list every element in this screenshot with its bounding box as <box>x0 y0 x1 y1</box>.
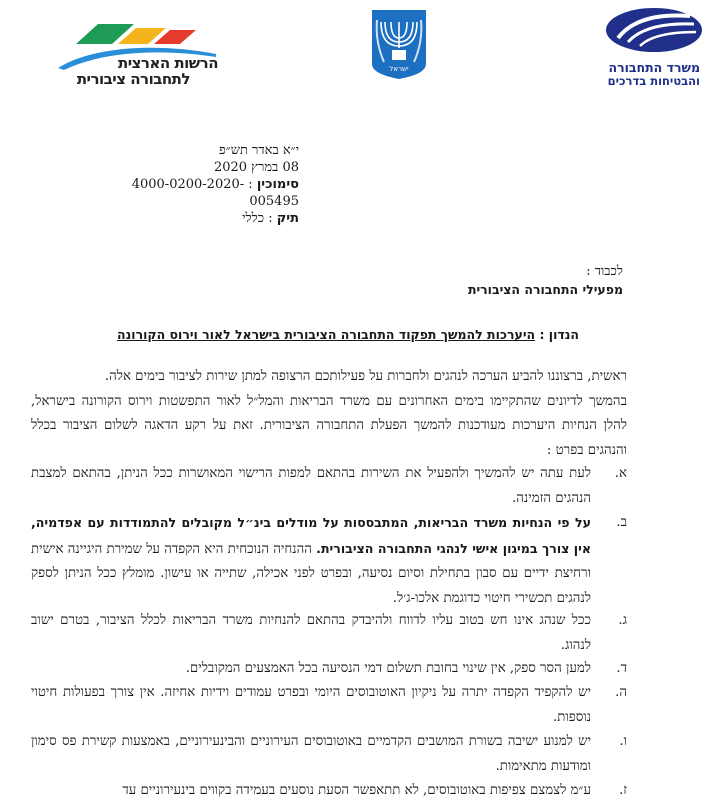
svg-text:ישראל: ישראל <box>389 65 409 73</box>
gregorian-date: 08 במרץ 2020 <box>213 160 299 175</box>
intro-paragraph-1: ראשית, ברצוננו להביע הערכה לנהגים ולחברות על פעילותכם הרצופה למתן שירות לציבור בימים אלה. <box>104 369 627 384</box>
subject-label: הנדון : <box>539 327 579 342</box>
item-letter: ג. <box>618 613 627 628</box>
ministry-logo-icon <box>598 4 706 58</box>
item-letter: ז. <box>619 783 627 798</box>
list-item-c <box>31 609 627 658</box>
item-text: יש למנוע ישיבה בשורת המושבים הקדמיים באוטובוסים העירוניים והבינעירוניים, באמצעות קשירת פס סימון ומודעות מתאימות. <box>31 734 591 774</box>
intro-paragraphs <box>31 365 627 463</box>
recipient <box>323 263 623 299</box>
item-letter: ד. <box>616 661 627 676</box>
item-text: לעת עתה יש להמשיך ולהפעיל את השירות בהתאם למפות הרישוי המאושרות ככל הניתן, בהתאם למצבת הנהגים הזמינה. <box>31 466 591 506</box>
item-letter: ב. <box>616 515 627 530</box>
list-item-f <box>31 730 627 779</box>
state-emblem-icon <box>370 8 428 80</box>
file-line: תיק : כללי <box>242 211 299 226</box>
item-letter: א. <box>614 466 627 481</box>
list-item-a <box>31 462 627 511</box>
intro-paragraph-2: בהמשך לדיונים שהתקיימו בימים האחרונים עם משרד הבריאות והמל״ל לאור התפשטות וירוס הקורונה בישראל, להלן הנחיות היערכות מעודכנות להמשך הפעלת התחבורה הציבורית. זאת על רקע הדאגה לשלום הציבור בכלל והנהגים בפרט : <box>31 393 627 458</box>
file-label: תיק <box>276 211 299 226</box>
item-text: ע״מ לצמצם צפיפות באוטובוסים, לא תתאפשר הסעת נוסעים בעמידה בקווים בינעירוניים עד <box>122 783 591 798</box>
subject-line <box>79 327 579 342</box>
item-bold-text: על פי הנחיות משרד הבריאות, המתבססות על מודלים בינ״ל מקובלים להתמודדות עם אפדמיה, אין צורך במיגון אישי לנהגי התחבורה הציבורית. <box>31 515 591 556</box>
item-text: ככל שנהג אינו חש בטוב עליו לדווח ולהיבדק בהתאם להנחיות משרד הבריאות לכלל הציבור, בטרם ישוב לנהוג. <box>31 613 591 653</box>
list-item-e <box>31 681 627 730</box>
subject-text: היערכות להמשך תפקוד התחבורה הציבורית בישראל לאור וירוס הקורונה <box>117 327 536 342</box>
npta-logo <box>36 18 226 88</box>
hebrew-date: י״א באדר תש״פ <box>219 143 299 158</box>
item-text: ההנחיה הנוכחית היא הקפדה על שמירת היגיינה אישית ורחיצת ידיים עם סבון בתחילת וסיום נסיעה, ובפרט לפני אכילה, שתייה או עישון. מומלץ ככל הניתן לספק לנהגים תכשירי חיטוי כדוגמת אלכו-ג׳ל. <box>31 541 591 606</box>
reference-line: סימוכין : 4000-0200-2020-005495 <box>131 177 299 209</box>
ministry-name-line2: והבטיחות בדרכים <box>607 74 700 88</box>
item-text: יש להקפיד הקפדה יתרה על ניקיון האוטובוסים היומי ובפרט עמודים וידיות אחיזה. אין צורך בפעולות חיטוי נוספות. <box>31 685 591 725</box>
ministry-name-line1: משרד התחבורה <box>608 60 700 75</box>
item-text: למען הסר ספק, אין שינוי בחובת תשלום דמי הנסיעה בכל האמצעים המקובלים. <box>185 661 591 676</box>
list-item-d <box>31 657 627 682</box>
item-letter: ה. <box>615 685 627 700</box>
npta-name-line1: הרשות הארצית <box>117 54 218 72</box>
npta-name-line2: לתחבורה ציבורית <box>76 70 190 88</box>
reference-value: 4000-0200-2020-005495 <box>131 177 299 209</box>
list-item-b <box>31 511 627 611</box>
state-emblem <box>370 8 428 80</box>
file-value: כללי <box>242 211 265 226</box>
item-letter: ו. <box>619 734 627 749</box>
list-item-g <box>31 779 627 804</box>
recipient-name: מפעילי התחבורה הציבורית <box>467 282 623 297</box>
ministry-logo <box>598 4 706 86</box>
salutation: לכבוד : <box>586 264 623 279</box>
letter-meta <box>99 142 299 227</box>
reference-label: סימוכין <box>256 177 299 192</box>
